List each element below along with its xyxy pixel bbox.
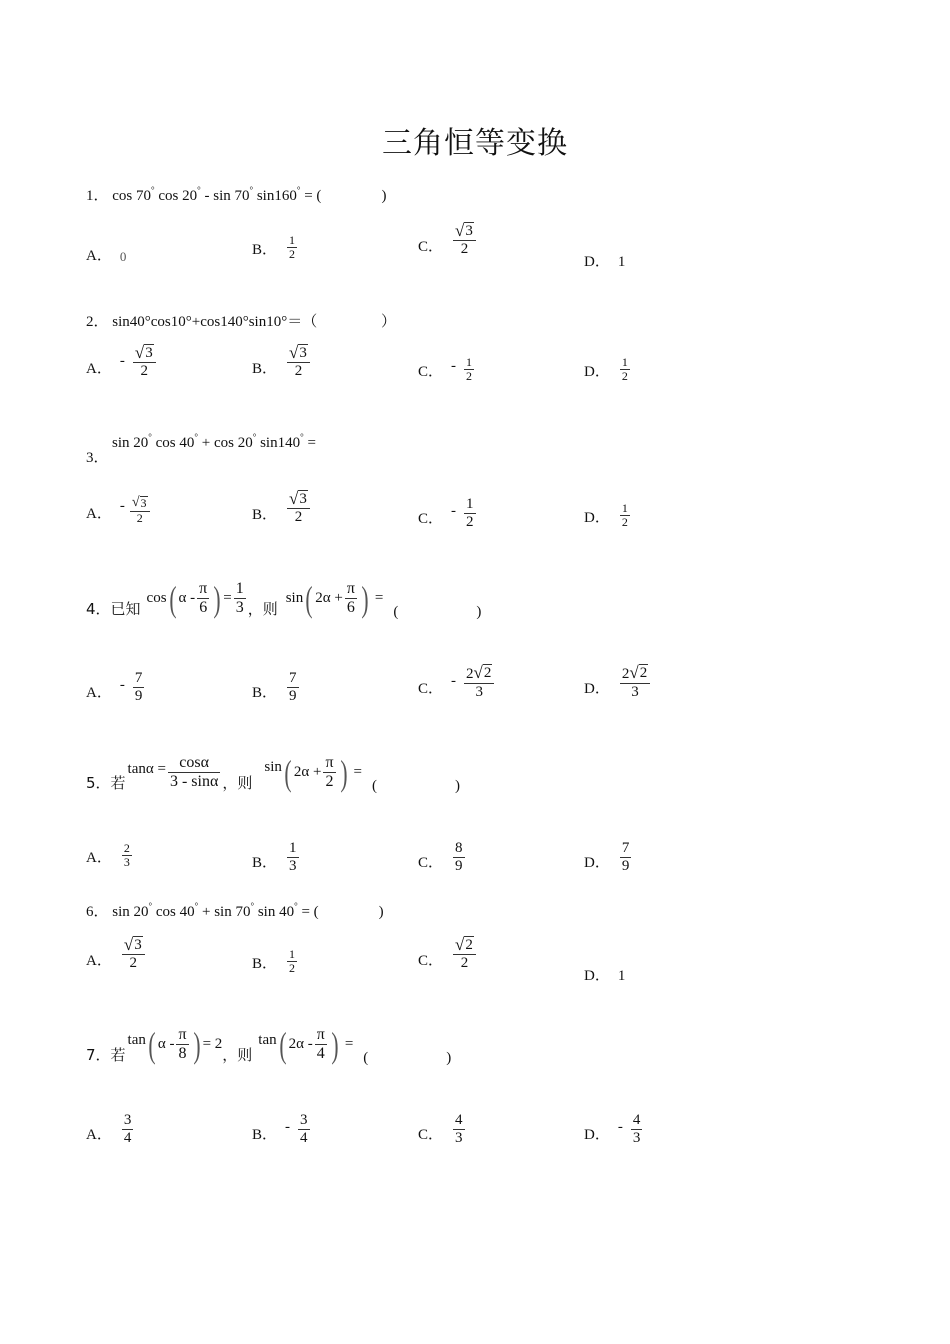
question-5: 5．若 tanα = $\frac{\cos\alpha}{3 - \sin\alpha}$ ，则 sin ( 2α + $\frac{\pi}{2}$ ) = ( ) — [86, 752, 460, 794]
option-b[interactable]: B． $\frac{1}{2}$ — [252, 947, 296, 976]
option-a[interactable]: A． $\frac{3}{4}$ — [86, 1112, 132, 1146]
options-row-2 — [0, 344, 950, 404]
option-d[interactable]: D． $\frac{1}{2}$ — [584, 501, 628, 530]
question-number: 2． — [86, 314, 109, 330]
fraction: √ 3 2 — [287, 490, 310, 526]
fraction: 2 √ 2 3 — [464, 664, 494, 700]
fraction: $\frac{7}{9}$ — [134, 670, 143, 704]
question-stem: cos 70° cos 20° - sin 70° sin160° = ( ) — [112, 185, 387, 204]
question-number: 3． — [86, 450, 109, 466]
fraction: $\frac{\pi}{6}$ — [199, 580, 208, 616]
question-number: 7．若 — [86, 1046, 126, 1064]
question-3-stem: sin 20° cos 40° + cos 20° sin140° = — [112, 432, 316, 451]
fraction: $\frac{8}{9}$ — [455, 840, 463, 874]
option-c[interactable]: C． $\frac{8}{9}$ — [418, 840, 463, 874]
options-row-1 — [0, 222, 950, 282]
fraction: $\frac{\pi}{8}$ — [178, 1026, 187, 1062]
option-c[interactable]: C． - $\frac{1}{2}$ — [418, 496, 474, 530]
fraction: $\frac{\cos\alpha}{3 - \sin\alpha}$ — [169, 754, 219, 790]
option-b[interactable]: B． √ 3 2 — [252, 490, 312, 526]
question-4: 4．已知 cos ( α - $\frac{\pi}{6}$ ) = $\frac{1}{3}$ ，则 sin ( 2α + $\frac{\pi}{6}$ ) = ( ) — [86, 578, 482, 620]
option-d[interactable]: D． 1 — [584, 254, 626, 270]
option-b[interactable]: B． √ 3 2 — [252, 344, 312, 380]
option-b[interactable]: B． $\frac{7}{9}$ — [252, 670, 297, 704]
fraction: $\frac{1}{2}$ — [621, 501, 628, 530]
fraction: $\frac{\pi}{6}$ — [346, 580, 355, 616]
question-6 — [86, 900, 384, 921]
option-d[interactable]: D． $\frac{1}{2}$ — [584, 355, 628, 384]
option-a[interactable]: A． √ 3 2 — [86, 936, 147, 972]
question-stem: sin 20° cos 40° + sin 70° sin 40° = ( ) — [112, 901, 384, 920]
fraction: $\frac{4}{3}$ — [632, 1112, 641, 1146]
option-b[interactable]: B． $\frac{1}{2}$ — [252, 233, 296, 262]
option-d[interactable]: D． $\frac{7}{9}$ — [584, 840, 630, 874]
fraction: $\frac{\pi}{2}$ — [325, 754, 334, 790]
options-row-5 — [0, 836, 950, 896]
options-row-7 — [0, 1108, 950, 1168]
question-number: 5．若 — [86, 774, 126, 792]
fraction: $\frac{3}{4}$ — [300, 1112, 308, 1146]
fraction: $\frac{\pi}{4}$ — [316, 1026, 325, 1062]
question-number: 6． — [86, 904, 109, 920]
fraction: $\frac{1}{2}$ — [289, 233, 296, 262]
option-b[interactable]: B． $\frac{1}{3}$ — [252, 840, 297, 874]
fraction: $\frac{1}{2}$ — [466, 496, 474, 530]
fraction: √ 3 2 — [287, 344, 310, 380]
question-1 — [86, 184, 386, 205]
page-title: 三角恒等变换 — [382, 126, 568, 161]
option-d[interactable]: D． - $\frac{4}{3}$ — [584, 1112, 641, 1146]
fraction: $\frac{7}{9}$ — [289, 670, 297, 704]
question-7: 7．若 tan ( α - $\frac{\pi}{8}$ ) = 2 ，则 tan ( 2α - $\frac{\pi}{4}$ ) = ( ) — [86, 1024, 452, 1066]
fraction: √ 3 2 — [122, 936, 145, 972]
option-c[interactable]: C． - 2 √ 2 3 — [418, 664, 496, 700]
question-2: 2． sin40°cos10°+cos140°sin10°＝（ ） — [86, 314, 396, 330]
fraction: $\frac{1}{2}$ — [289, 947, 296, 976]
option-a[interactable]: A． 0 — [86, 248, 127, 264]
option-a[interactable]: A． - √ 3 2 — [86, 344, 158, 380]
question-number: 1． — [86, 188, 109, 204]
fraction: $\frac{4}{3}$ — [455, 1112, 463, 1146]
options-row-6 — [0, 936, 950, 996]
fraction: $\frac{1}{2}$ — [621, 355, 628, 384]
fraction: $\frac{7}{9}$ — [621, 840, 630, 874]
option-a[interactable]: A． $\frac{2}{3}$ — [86, 841, 130, 870]
fraction: $\frac{1}{3}$ — [235, 580, 244, 616]
option-a[interactable]: A． - $\frac{7}{9}$ — [86, 670, 143, 704]
option-c[interactable]: C． √ 3 2 — [418, 222, 478, 258]
option-d[interactable]: D． 1 — [584, 968, 626, 984]
fraction: $\frac{3}{4}$ — [123, 1112, 132, 1146]
options-row-3 — [0, 490, 950, 550]
fraction: 2 √ 2 3 — [620, 664, 650, 700]
option-c[interactable]: C． √ 2 2 — [418, 936, 478, 972]
option-b[interactable]: B． - $\frac{3}{4}$ — [252, 1112, 308, 1146]
fraction: $\frac{1}{2}$ — [466, 355, 473, 384]
option-a[interactable]: A． - √ 3 2 — [86, 496, 152, 525]
options-row-4 — [0, 664, 950, 724]
fraction: √ 2 2 — [453, 936, 476, 972]
fraction: √ 3 2 — [453, 222, 476, 258]
option-c[interactable]: C． - $\frac{1}{2}$ — [418, 355, 473, 384]
option-d[interactable]: D． 2 √ 2 3 — [584, 664, 652, 700]
fraction: √ 3 2 — [130, 496, 150, 525]
fraction: $\frac{2}{3}$ — [123, 841, 130, 870]
question-stem: sin40°cos10°+cos140°sin10°＝（ — [112, 314, 318, 330]
fraction: √ 3 2 — [133, 344, 156, 380]
fraction: $\frac{1}{3}$ — [289, 840, 297, 874]
option-c[interactable]: C． $\frac{4}{3}$ — [418, 1112, 463, 1146]
question-number: 4．已知 — [86, 600, 141, 618]
